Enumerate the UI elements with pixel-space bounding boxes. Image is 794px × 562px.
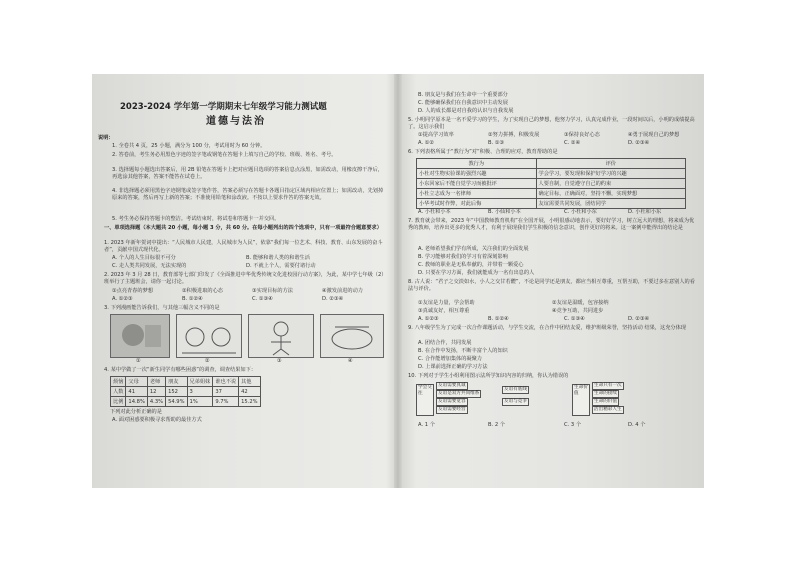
diagram-right-item-1: 生命只有一次 xyxy=(594,383,622,388)
cartoon-4-image xyxy=(320,314,384,358)
diagram-right-root: 生命价值 xyxy=(572,384,590,416)
q4-option-a: A. 面对困惑要积极寻求帮助的最佳方式 xyxy=(112,417,202,423)
survey-cell: 烦恼 xyxy=(111,377,126,387)
question-6: 6. 下列表格所属于“教行为”对“积极、合理的应对，教育帮助的是 xyxy=(408,149,558,155)
q1-option-b: B. 能够和谐人类的和谐生活 xyxy=(246,255,310,261)
survey-cell: 37 xyxy=(213,387,239,397)
question-4: 4. 某中学做了一次“新生同学有哪些困惑”的调查，调查结果如下： xyxy=(104,367,257,373)
page-fold xyxy=(394,74,402,488)
note-5: 5. 考生务必保持答题卡的整洁。考试结束时，将试卷和答题卡一并交回。 xyxy=(112,216,280,222)
q5-item-1: ①提高学习效率 xyxy=(418,132,454,138)
diagram-left-item-1: 友谊需要真诚 xyxy=(438,383,466,388)
q5-item-4: ④勇于展现自己的梦想 xyxy=(628,132,680,138)
q7-option-d: D. 只要在学习方面，我们就能成为一名有出息的人 xyxy=(418,270,535,276)
q8-option-b: B. ①②④ xyxy=(488,316,509,322)
cartoon-label-2: ② xyxy=(205,358,210,364)
q7-option-b: B. 学习能够对我们的学习有着深刻影响 xyxy=(418,254,508,260)
q4-prompt: 下列对此分析正确的是 xyxy=(110,409,162,415)
evaluation-row xyxy=(417,199,686,209)
survey-row xyxy=(111,397,261,407)
question-5: 5. 小明同学原本是一名不爱学习的学生，为了实现自己的梦想，他努力学习，认真完成作业，一段时间以后，小明的成绩提高了。这启示我们 xyxy=(408,117,695,130)
survey-cell: 人数 xyxy=(111,387,126,397)
survey-cell: 3 xyxy=(187,387,213,397)
q5-option-d: D. ②③④ xyxy=(628,140,650,146)
q5-option-b: B. ①③ xyxy=(488,140,505,146)
survey-cell: 4.3% xyxy=(147,397,165,407)
survey-cell: 41 xyxy=(126,387,147,397)
q8-item-3: ③真诚友好，相互尊重 xyxy=(418,308,470,314)
diagram-left-item-4: 友谊需要经营 xyxy=(438,407,466,412)
q4-option-d: D. 人的成长都是对自我的认识与自我发展 xyxy=(418,108,514,114)
survey-cell: 比例 xyxy=(111,397,126,407)
survey-cell: 老师 xyxy=(147,377,165,387)
q5-item-2: ②努力拼搏，积极发展 xyxy=(488,132,540,138)
cartoon-label-1: ① xyxy=(136,358,141,364)
q1-option-a: A. 个人的人生目标很不可分 xyxy=(112,255,176,261)
evaluation-table xyxy=(416,158,686,209)
q5-item-3: ③保持良好心态 xyxy=(564,132,600,138)
diagram-left-item-6: 友谊与竞争 xyxy=(504,399,527,404)
q1-option-d: D. 不就上个人，需要付诸行动 xyxy=(246,263,316,269)
diagram-left-item-3: 友谊需要宽容 xyxy=(438,399,466,404)
evaluation-cell: 人要自制，自觉遵守自己的约束 xyxy=(536,179,685,189)
q7-option-a: A. 老师希望我们学有所成，关注我们的全面发展 xyxy=(418,246,529,252)
cartoon-label-3: ③ xyxy=(277,358,282,364)
survey-cell: 152 xyxy=(166,387,187,397)
note-4: 4. 非选择题必须用黑色字迹钢笔或签字笔作答，答案必须写在答题卡各题目指定区域内相应位置上；如需改动，先划掉原来的答案，然后再写上新的答案；不准使用铅笔和涂改液。不按以上要求作答的答案无效。 xyxy=(112,188,384,201)
evaluation-cell: 小杜对生物实验课的强烈兴趣 xyxy=(417,169,537,179)
q10-option-a: A. 1 个 xyxy=(418,422,435,428)
evaluation-header-row xyxy=(417,159,686,169)
question-8: 8. 古人说：“君子之交淡如水，小人之交甘若醴”，不论是同学还是朋友，都应当相互尊重，互帮互助，不要过多在意别人的看法与评价。 xyxy=(408,279,695,292)
survey-row xyxy=(111,387,261,397)
q2-item-4: ④激发前进的动力 xyxy=(322,288,363,294)
survey-cell: 朋友 xyxy=(166,377,187,387)
cartoon-label-4: ④ xyxy=(348,358,353,364)
note-1: 1. 全卷共 4 页，25 小题，满分为 100 分，考试用时为 60 分钟。 xyxy=(112,143,266,149)
q8-option-c: C. ①③④ xyxy=(564,316,585,322)
diagram-right-item-3: 生命的价值 xyxy=(594,399,617,404)
survey-cell: 兄弟姐妹 xyxy=(187,377,213,387)
survey-cell: 谁也不说 xyxy=(213,377,239,387)
question-10: 10. 下列对于学生小组利用图示法所学知识内容的归纳，你认为错误的 xyxy=(408,373,569,379)
question-7: 7. 教育就会带来，2023 年“中国教师教育机构”在全国开展，小明很感动地表示，要好好学习，树立远大的理想，将来成为优秀的教师，培养出更多的优秀人才，有利于展现我们学生积极的信念意识，创作更好的将来。这一案例中能得出的结论是 xyxy=(408,218,695,231)
cartoon-3-image xyxy=(248,314,314,358)
q8-item-1: ①友谊是力量，学会帮助 xyxy=(418,300,475,306)
q2-item-1: ①点亮青春的梦想 xyxy=(112,288,153,294)
survey-cell: 1% xyxy=(187,397,213,407)
evaluation-row xyxy=(417,189,686,199)
question-2: 2. 2023 年 3 月 28 日，教育部等七部门印发了《全面推进中华优秀传统文化进校园行动方案》，为此，某中学七年级（2）班举行了主题班会，请你一起讨论。 xyxy=(104,272,387,285)
q6-option-a: A. 小杜和小本 xyxy=(418,209,451,215)
question-9: 9. 八年级学生为了完成一次合作课题活动，与学生交流，在合作中团结友爱，维护班级荣誉，坚持活动 结果，这充分体现 xyxy=(408,325,686,331)
survey-row xyxy=(111,377,261,387)
survey-cell: 14.8% xyxy=(126,397,147,407)
evaluation-header-cell: 教行为 xyxy=(417,159,537,169)
q4-option-b: B. 朋友是与我们在生命中一个重要部分 xyxy=(418,92,508,98)
q8-option-a: A. ①②③ xyxy=(418,316,439,322)
notes-label: 说明： xyxy=(98,135,114,141)
evaluation-cell: 小东回家后不能自觉学习而被批评 xyxy=(417,179,537,189)
diagram-left-root: 学会交往 xyxy=(416,384,434,416)
cartoon-1-image xyxy=(110,314,170,358)
survey-cell: 其他 xyxy=(239,377,260,387)
q6-option-d: D. 小杜和小东 xyxy=(628,209,662,215)
q2-item-2: ②积极进取的心态 xyxy=(182,288,223,294)
q2-option-d: D. ②③④ xyxy=(322,296,344,302)
question-1: 1. 2023 年新年贺词中提出：“人民城市人民建，人民城市为人民”，依靠“我们每一位艺术、科技、教育、山东发展的奋斗者”，贡献中国式现代化。 xyxy=(104,240,383,253)
q8-item-4: ④竞争互助，共同进步 xyxy=(552,308,604,314)
cartoon-2-image xyxy=(176,314,242,358)
diagram-right-item-4: 活出精彩人生 xyxy=(594,407,622,412)
question-3: 3. 下列漫画能告诉我们，与其他三幅含义不同的是 xyxy=(104,305,220,311)
q10-option-b: B. 2 个 xyxy=(488,422,505,428)
q5-option-a: A. ①② xyxy=(418,140,435,146)
evaluation-cell: 小杜立志成为一名律师 xyxy=(417,189,537,199)
q9-option-a: A. 团结合作，共同发展 xyxy=(418,340,472,346)
q8-option-d: D. ②③④ xyxy=(628,316,650,322)
note-3: 3. 选择题每小题选出答案后，用 2B 铅笔在答题卡上把对应题目选项的答案信息点涂黑，如需改动，用橡皮擦干净后，再选涂其他答案，答案不能答在试卷上。 xyxy=(112,167,383,180)
q2-option-c: C. ①③④ xyxy=(252,296,273,302)
q9-option-d: D. 上课前选择正确的学习方法 xyxy=(418,364,488,370)
q2-option-a: A. ①②③ xyxy=(112,296,133,302)
q8-item-2: ②友谊是温暖，包容接纳 xyxy=(552,300,609,306)
evaluation-row xyxy=(417,179,686,189)
q7-option-c: C. 教师的职业是无私奉献的，并带着一颗爱心 xyxy=(418,262,524,268)
exam-photo xyxy=(92,74,704,488)
survey-cell: 父母 xyxy=(126,377,147,387)
q5-option-c: C. ②④ xyxy=(564,140,581,146)
evaluation-cell: 小华考试时作弊，对此后悔 xyxy=(417,199,537,209)
q4-option-c: C. 能够确保我们在自我意识中主动发展 xyxy=(418,100,508,106)
survey-cell: 54.9% xyxy=(166,397,187,407)
evaluation-cell: 友谊需要共同发展，团结同学 xyxy=(536,199,685,209)
survey-table xyxy=(110,376,261,407)
survey-cell: 9.7% xyxy=(213,397,239,407)
q10-option-d: D. 4 个 xyxy=(628,422,646,428)
note-2: 2. 答卷前，考生务必用黑色字迹的签字笔或钢笔在答题卡上填写自己的学校、班级、姓名、考号。 xyxy=(112,152,337,158)
exam-title: 2023-2024 学年第一学期期末七年级学习能力测试题 xyxy=(120,102,327,112)
q9-option-c: C. 合作能增加集体的凝聚力 xyxy=(418,356,482,362)
q1-option-c: C. 走人类共同发展，无法实现的 xyxy=(112,263,187,269)
survey-cell: 42 xyxy=(239,387,260,397)
diagram-right-item-2: 生命的接续 xyxy=(594,391,617,396)
section-1-heading: 一、单项选择题（本大题共 20 小题，每小题 3 分，共 60 分。在每小题列出的四个选项中，只有一项最符合题意要求） xyxy=(104,225,382,231)
q2-item-3: ③实现目标的方法 xyxy=(252,288,293,294)
q2-option-b: B. ①②④ xyxy=(182,296,203,302)
evaluation-row xyxy=(417,169,686,179)
left-page xyxy=(96,82,394,482)
q10-option-c: C. 3 个 xyxy=(564,422,582,428)
evaluation-cell: 学会学习，要发现和保护好学习的兴趣 xyxy=(536,169,685,179)
q6-option-b: B. 小仙和小本 xyxy=(488,209,521,215)
right-page xyxy=(402,82,700,482)
diagram-left-item-5: 友谊有底线 xyxy=(504,387,527,392)
diagram-left-item-2: 友谊是双方共同维系 xyxy=(438,391,480,396)
exam-subject: 道德与法治 xyxy=(206,116,266,127)
survey-cell: 12 xyxy=(147,387,165,397)
q9-option-b: B. 在合作中发扬，不断丰富个人的知识 xyxy=(418,348,508,354)
survey-cell: 15.2% xyxy=(239,397,260,407)
evaluation-header-cell: 评价 xyxy=(536,159,685,169)
q6-option-c: C. 小杜和小东 xyxy=(564,209,597,215)
evaluation-cell: 确定目标，正确面对，坚持不懈，实现梦想 xyxy=(536,189,685,199)
